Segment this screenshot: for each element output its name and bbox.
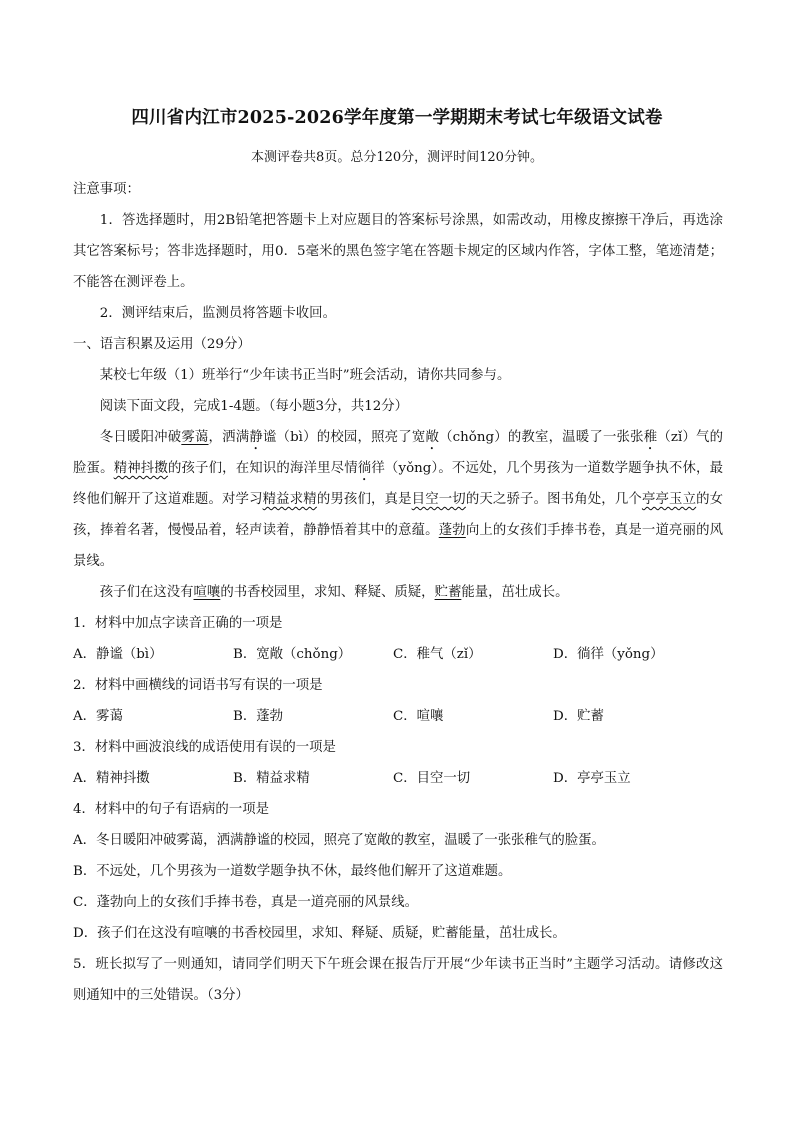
exam-title: 四川省内江市2025-2026学年度第一学期期末考试七年级语文试卷 [131, 108, 663, 128]
dotted-char: 徜 [357, 461, 372, 476]
passage-text: 谧（bì）的校园，照亮了宽 [262, 430, 426, 445]
underlined-word: 喧嚷 [193, 585, 221, 600]
option-b: B．宽敞（chǒng） [233, 647, 352, 662]
option-b: B．蓬勃 [233, 709, 284, 724]
passage-paragraph-1 [73, 422, 723, 577]
passage-text: 向上的女孩们手捧书卷，真是一道亮丽的风景线。 [73, 523, 724, 569]
passage-text: 孩子们在这没有 [99, 585, 194, 600]
passage-text: 的男孩们，真是 [316, 492, 412, 507]
option-b: B．不远处，几个男孩为一道数学题争执不休，最终他们解开了这道难题。 [73, 864, 512, 879]
passage-text: 的女孩，捧着名著，慢慢品着，轻声读着，静静悟着其中的意蕴。 [73, 492, 724, 538]
option-d: D．贮蓄 [553, 709, 604, 724]
option-c: C．蓬勃向上的女孩们手捧书卷，真是一道亮丽的风景线。 [73, 895, 419, 910]
dotted-char: 敞 [425, 430, 440, 445]
section-1-heading: 一、语言积累及运用（29分） [73, 337, 251, 352]
option-c: C．喧嚷 [393, 709, 444, 724]
wavy-idiom: 精益求精 [262, 492, 317, 507]
exam-subtitle: 本测评卷共8页。总分120分，测评时间120分钟。 [251, 150, 543, 165]
passage-paragraph-2 [73, 577, 723, 608]
question-3-stem: 3．材料中画波浪线的成语使用有误的一项是 [73, 740, 336, 755]
notice-item-2: 2．测评结束后，监测员将答题卡收回。 [99, 306, 336, 321]
underlined-word: 雾蔼 [181, 430, 209, 445]
passage-text: 的天之骄子。图书角处，几个 [465, 492, 642, 507]
option-c: C．稚气（zǐ） [393, 647, 482, 662]
section-1-intro: 某校七年级（1）班举行“少年读书正当时”班会活动，请你共同参与。 [99, 368, 511, 383]
option-a: A．静谧（bì） [73, 647, 163, 662]
question-2-options [73, 701, 723, 732]
exam-content [73, 174, 723, 1011]
option-c: C．目空一切 [393, 771, 471, 786]
passage-text: 能量，茁壮成长。 [461, 585, 569, 600]
question-1-options [73, 639, 723, 670]
notice-item-1: 1．答选择题时，用2B铅笔把答题卡上对应题目的答案标号涂黑，如需改动，用橡皮擦擦干净后，再选涂其它答案标号；答非选择题时，用0．5毫米的黑色签字笔在答题卡规定的区域内作答，字体工整，笔迹清楚；不能答在测评卷上。 [73, 213, 723, 290]
question-2-stem: 2．材料中画横线的词语书写有误的一项是 [73, 678, 323, 693]
question-1-stem: 1．材料中加点字读音正确的一项是 [73, 616, 283, 631]
option-a: A．精神抖擞 [73, 771, 150, 786]
option-d: D．徜徉（yǒng） [553, 647, 664, 662]
question-4-stem: 4．材料中的句子有语病的一项是 [73, 802, 269, 817]
section-1-instruction: 阅读下面文段，完成1-4题。（每小题3分，共12分） [99, 399, 409, 414]
passage-text: （zǐ）气的脸蛋。 [73, 430, 724, 476]
passage-text: 的书香校园里，求知、释疑、质疑， [220, 585, 435, 600]
passage-text: 的孩子们，在知识的海洋里尽情 [167, 461, 358, 476]
passage-text: 徉（yǒng）。不远处，几个男孩为一道数学题争执不休，最终他们解开了这道难题。对学习 [73, 461, 723, 507]
wavy-idiom: 目空一切 [411, 492, 466, 507]
option-a: A．冬日暖阳冲破雾蔼，洒满静谧的校园，照亮了宽敞的教室，温暖了一张张稚气的脸蛋。 [73, 833, 605, 848]
underlined-word: 贮蓄 [434, 585, 462, 600]
dotted-char: 稚 [643, 430, 658, 445]
dotted-char: 静 [249, 430, 263, 445]
option-d: D．亭亭玉立 [553, 771, 631, 786]
option-d: D．孩子们在这没有喧嚷的书香校园里，求知、释疑、质疑，贮蓄能量，茁壮成长。 [73, 926, 566, 941]
passage-text: （chǒng）的教室，温暖了一张张 [439, 430, 644, 445]
option-a: A．雾蔼 [73, 709, 123, 724]
notice-heading: 注意事项： [73, 182, 140, 197]
question-3-options [73, 763, 723, 794]
underlined-word: 蓬勃 [438, 523, 466, 538]
option-b: B．精益求精 [233, 771, 310, 786]
wavy-idiom: 精神抖擞 [113, 461, 168, 476]
wavy-idiom: 亭亭玉立 [641, 492, 697, 507]
question-5-stem: 5．班长拟写了一则通知，请同学们明天下午班会课在报告厅开展“少年读书正当时”主题学习活动。请修改这则通知中的三处错误。（3分） [73, 957, 723, 1003]
passage-text: ，洒满 [208, 430, 250, 445]
passage-text: 冬日暖阳冲破 [99, 430, 182, 445]
